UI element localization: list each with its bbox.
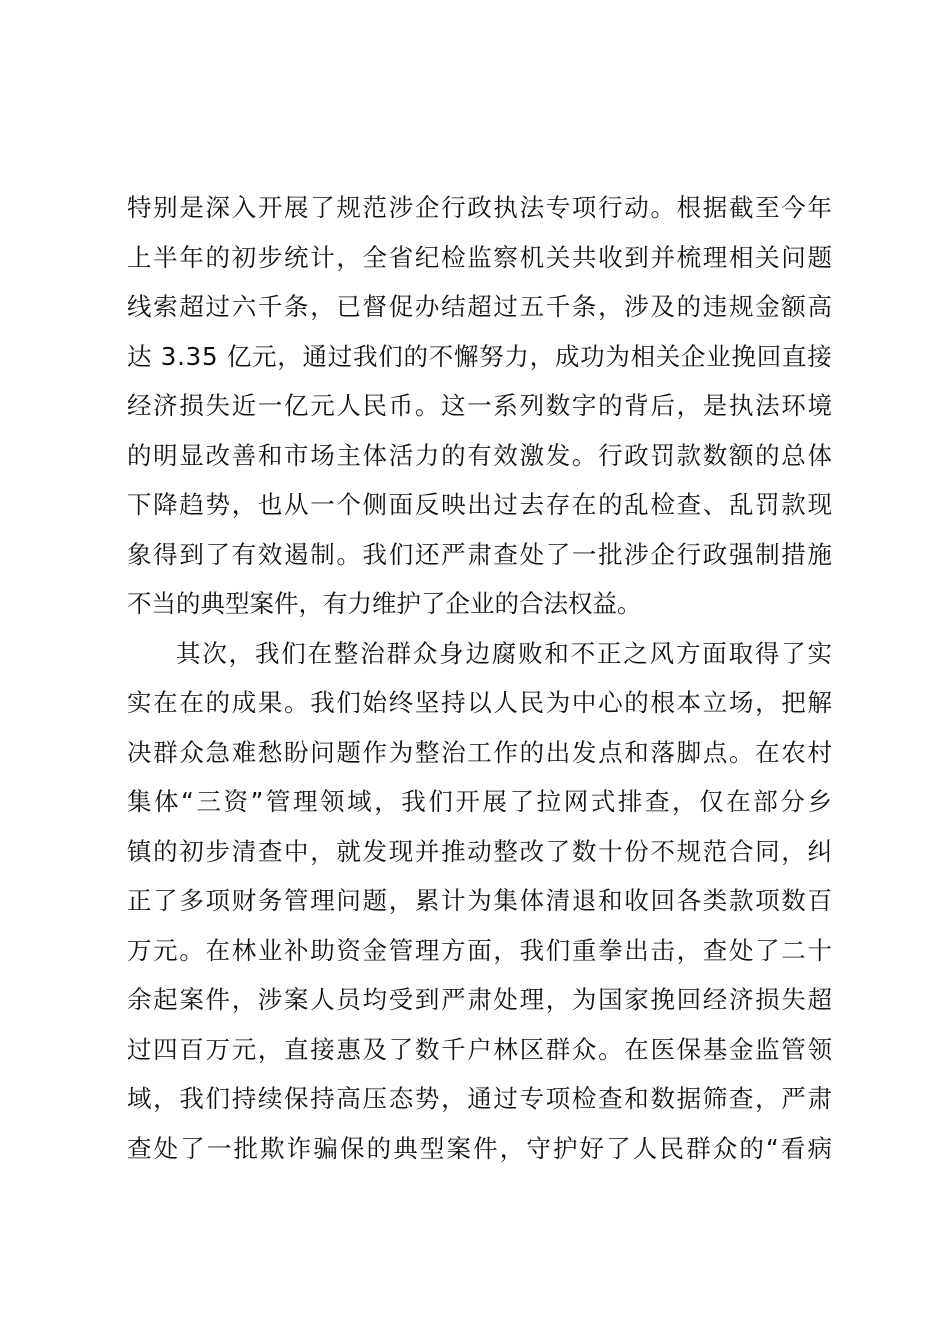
text-line: 查 处 了 一 批 欺 诈 骗 保 的 典 型 案 件 ， 守 护 好 了 人 民 群 众 的 “ 看 病 bbox=[127, 1133, 832, 1163]
text-line: 万 元 。 在 林 业 补 助 资 金 管 理 方 面 ， 我 们 重 拳 出 击 ， 查 处 了 二 十 bbox=[127, 935, 832, 965]
text-line: 上 半 年 的 初 步 统 计 ， 全 省 纪 检 监 察 机 关 共 收 到 并 梳 理 相 关 问 题 bbox=[127, 242, 832, 272]
text-line: 余 起 案 件 ， 涉 案 人 员 均 受 到 严 肃 处 理 ， 为 国 家 挽 回 经 济 损 失 超 bbox=[127, 985, 832, 1014]
paragraph-start-line: 其 次 ， 我 们 在 整 治 群 众 身 边 腐 败 和 不 正 之 风 方 面 取 得 了 实 bbox=[176, 638, 832, 668]
text-line: 下 降 趋 势 ， 也 从 一 个 侧 面 反 映 出 过 去 存 在 的 乱 检 查 、 乱 罚 款 现 bbox=[127, 490, 832, 519]
text-line: 象 得 到 了 有 效 遏 制 。 我 们 还 严 肃 查 处 了 一 批 涉 企 行 政 强 制 措 施 bbox=[127, 539, 832, 569]
text-line: 特 别 是 深 入 开 展 了 规 范 涉 企 行 政 执 法 专 项 行 动 。 根 据 截 至 今 年 bbox=[127, 193, 832, 222]
text-line: 域 ， 我 们 持 续 保 持 高 压 态 势 ， 通 过 专 项 检 查 和 数 据 筛 查 ， 严 肃 bbox=[127, 1084, 832, 1113]
text-line: 集 体 “ 三 资 ” 管 理 领 域 ， 我 们 开 展 了 拉 网 式 排 查 ， 仅 在 部 分 乡 bbox=[127, 787, 832, 816]
text-line: 正 了 多 项 财 务 管 理 问 题 ， 累 计 为 集 体 清 退 和 收 回 各 类 款 项 数 百 bbox=[127, 886, 832, 915]
paragraph-end-line: 不当的典型案件，有力维护了企业的合法权益。 bbox=[127, 589, 642, 618]
text-line: 镇 的 初 步 清 查 中 ， 就 发 现 并 推 动 整 改 了 数 十 份 不 规 范 合 同 ， 纠 bbox=[127, 836, 832, 866]
text-line: 经 济 损 失 近 一 亿 元 人 民 币 。 这 一 系 列 数 字 的 背 后 ， 是 执 法 环 境 bbox=[127, 391, 832, 420]
text-line: 过 四 百 万 元 ， 直 接 惠 及 了 数 千 户 林 区 群 众 。 在 医 保 基 金 监 管 领 bbox=[127, 1034, 832, 1064]
text-line: 的 明 显 改 善 和 市 场 主 体 活 力 的 有 效 激 发 。 行 政 罚 款 数 额 的 总 体 bbox=[127, 440, 832, 470]
text-line: 实 在 在 的 成 果 。 我 们 始 终 坚 持 以 人 民 为 中 心 的 根 本 立 场 ， 把 解 bbox=[127, 688, 832, 717]
body-text bbox=[127, 183, 832, 1173]
text-line: 线 索 超 过 六 千 条 ， 已 督 促 办 结 超 过 五 千 条 ， 涉 及 的 违 规 金 额 高 bbox=[127, 292, 832, 321]
text-line: 达 3 . 3 5 亿 元 ， 通 过 我 们 的 不 懈 努 力 ， 成 功 为 相 关 企 业 挽 回 直 接 bbox=[127, 341, 832, 371]
text-line: 决 群 众 急 难 愁 盼 问 题 作 为 整 治 工 作 的 出 发 点 和 落 脚 点 。 在 农 村 bbox=[127, 737, 832, 767]
